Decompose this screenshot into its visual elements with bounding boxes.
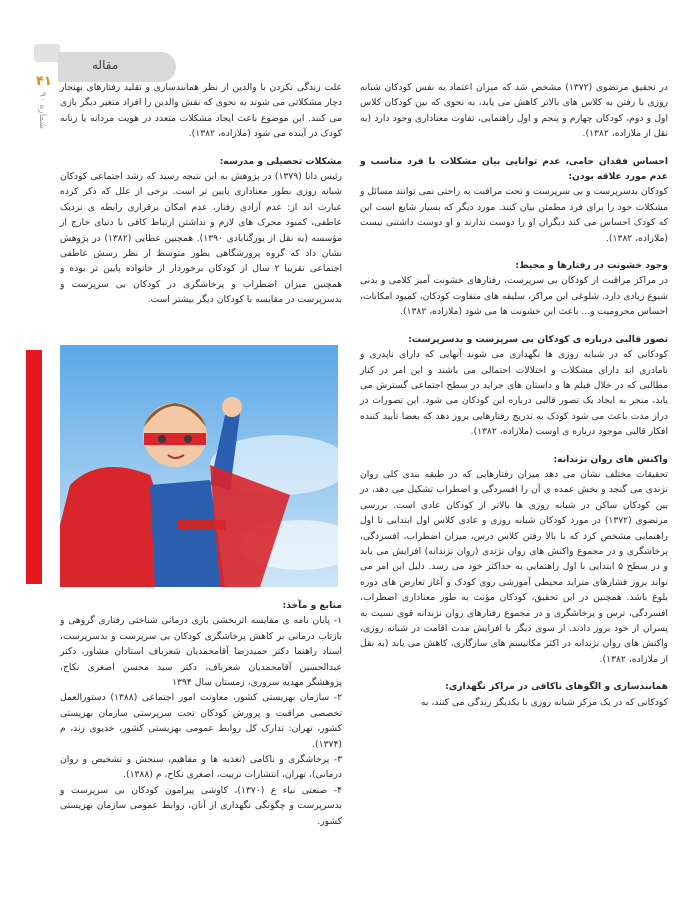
- references-title: منابع و مآخذ:: [282, 600, 342, 611]
- paragraph: کودکان بدسرپرست و بی سرپرست و تحت مراقبت به راحتی نمی توانند مسائل و مشکلات خود را برای فرد مطمئن بیان کنند. مورد دیگر که بسیار شایع است این که کودک احساس می کند دیگران او را دوست ندارند و او دوست داشتنی نیست (ملازاده، ۱۳۸۲).: [359, 186, 668, 244]
- paragraph: کودکانی که در شبانه روزی ها نگهداری می شوند آنهایی که دارای ناپدری و نامادری اند دارای مشکلات و اختلالات احتمالی می باشند و این امر در کنار مطالبی که در خلال فیلم ها و داستان های جراید در سطح اجتماعی گسترش می یابد، منجر به ایجاد یک تصور قالبی درباره این کودکان می شود. این تصورات در دراز مدت باعث می شود کودک به تدریج رفتارهایی بروز دهد که بعضا تأیید کننده افکار قالبی موجود درباره ی اوست (ملازاده، ۱۳۸۲).: [360, 349, 668, 438]
- subheading: واکنش های روان نژندانه:: [553, 453, 668, 465]
- paragraph: در مراکز مراقبت از کودکان بی سرپرست، رفتارهای خشونت آمیز کلامی و بدنی شیوع زیادی دارد. شلوغی این مراکز، سلیقه های متفاوت کودکان، کمبود امکانات، احساس محرومیت و... باعث این خشونت ها می شود (ملازاده، ۱۳۸۲).: [360, 275, 668, 318]
- reference-item: ۴- صنعتی نیاء ع (۱۳۷۰)، کاوشی پیرامون کودکان بی سرپرست و بدسرپرست و چگونگی نگهداری از آنان، روابط عمومی سازمان بهزیستی کشور.: [60, 784, 342, 827]
- subheading: همانندسازی و الگوهای ناکافی در مراکز نگهداری:: [445, 681, 668, 693]
- section-label: مقاله: [92, 58, 119, 72]
- paragraph: علت زندگی نکردن با والدین از نظر همانندسازی و تقلید رفتارهای بهنجار دچار مشکلاتی می شوند به نحوی که نقش والدین را افراد متغیر دیگر بازی می کنند. این موضوع باعث ایجاد مشکلات متعدد در هویت مردانه یا زنانه کودک در آینده می شود (ملازاده، ۱۳۸۲).: [60, 82, 342, 140]
- paragraph: کودکانی که در یک مرکز شبانه روزی با یکدیگر زندگی می کنند، به: [420, 696, 668, 708]
- paragraph: در تحقیق مرتضوی (۱۳۷۲) مشخص شد که میزان اعتماد به نفس کودکان شبانه روزی با رفتن به کلاس های بالاتر کاهش می یابد، به نحوی که بین کودکان کلاس اول و دوم، کودکان چهارم و پنجم و اول راهنمایی، تفاوت معناداری وجود دارد (به نقل از ملازاده، ۱۳۸۲).: [360, 82, 668, 140]
- subheading: تصور قالبی درباره ی کودکان بی سرپرست و بدسرپرست:: [408, 333, 668, 345]
- page-number: ۴۱: [36, 74, 52, 89]
- left-column-top: [60, 80, 342, 320]
- subheading: احساس فقدان حامی، عدم توانایی بیان مشکلات با فرد مناسب و عدم مورد علاقه بودن:: [360, 155, 668, 183]
- paragraph: تحقیقات مختلف نشان می دهد میزان رفتارهایی که در طبقه بندی کلی روان نژندی می گنجد و بخش عمده ی آن را افسردگی و اضطراب تشکیل می دهد، در بین کودکان ساکن در شبانه روزی ها بالاتر از کودکان عادی است. بررسی مرتضوی (۱۳۷۲) در مورد کودکان شبانه روزی و عادی کلاس اول ابتدایی تا اول راهنمایی مشخص کرد که با بالا رفتن کلاس درس، میزان اضطراب، افسردگی، پرخاشگری و در مجموع واکنش های روان نژندی (روان نژندانه) افزایش می یابد و در سطح ۵ ابتدایی با اول راهنمایی به حداکثر خود می رسد. دلیل این امر می تواند بروز فشارهای متزاید محیطی آموزشی روی کودک و آغاز تعارض های دوره بلوغ باشد. همچنین در این تحقیق، کودکان مؤنث به طور معناداری اضطراب، افسردگی، ترس و پرخاشگری و در مجموع رفتارهای روان نژندانه قوی نسبت به پسران از خود بروز دادند. از سوی دیگر با افزایش مدت اقامت در شبانه روزی، واکنش های روان نژندانه در اکثر مکانیسم های سازگاری، کاهش می یابد (به نقل از ملازاده، ۱۳۸۲).: [360, 468, 668, 665]
- subheading: وجود خشونت در رفتارها و محیط:: [515, 260, 668, 272]
- subheading: مشکلات تحصیلی و مدرسه:: [219, 155, 342, 167]
- paragraph: رئیس دانا (۱۳۷۹) در پژوهش به این نتیجه رسید که رشد اجتماعی کودکان شبانه روزی بطور معناداری پایین تر است. برخی از علل که ذکر کرده عبارت اند از: عدم آزادی رفتار، عدم امکان برقراری رابطه ی نزدیک عاطفی، کمبود محرک های لازم و نداشتن ارتباط کافی با دنیای خارج از مؤسسه (به نقل از یورگنابادی ۱۳۹۰). همچنین عطایی (۱۳۸۲) در پژوهش نشان داد که گروه پرورشگاهی بطور متوسط از نظر رسش عاطفی اجتماعی تقریبا ۲ سال از کودکان برخوردار از خانواده پایین تر بوده و همچنین میزان اضطراب و پرخاشگری در کودکان بی سرپرست و بدسرپرست در مقایسه با کودکان دیگر بیشتر است.: [60, 171, 343, 306]
- reference-item: ۳- پرخاشگری و ناکامی (تغذیه ها و مفاهیم، سنجش و تشخیص و روان درمانی)، تهران، انتشارات تربیت، اصغری نکاح، م (۱۳۸۸).: [60, 754, 342, 781]
- accent-bar: [26, 350, 42, 584]
- superhero-child-photo: [60, 345, 338, 587]
- issue-number: شماره ۹۰: [37, 92, 47, 130]
- logo-mark: [34, 44, 60, 62]
- right-column: [360, 80, 668, 722]
- reference-item: ۲- سازمان بهزیستی کشور، معاونت امور اجتماعی (۱۳۸۸) دستورالعمل تخصصی مراقبت و پرورش کودکان تحت سرپرستی سازمان بهزیستی کشور، تهران: تدارک کل روابط عمومی بهزیستی کشور، خدیوی زند، م (۱۳۷۴).: [60, 692, 342, 750]
- references: [60, 598, 342, 829]
- reference-item: ۱- پایان نامه ی مقایسه اثربخشی بازی درمانی شناختی رفتاری گروهی و بازتاب درمانی بر کاهش پرخاشگری کودکان بی سرپرست و بدسرپرست، استاد راهنما دکتر حمیدرضا آقامحمدیان شعرباف استادان مشاور، دکتر عبدالحسین آقامحمدیان شعرباف، دکتر سید محسن اصغری نکاح، پژوهشگر مهدیه سروری، زمستان سال ۱۳۹۴: [60, 615, 342, 689]
